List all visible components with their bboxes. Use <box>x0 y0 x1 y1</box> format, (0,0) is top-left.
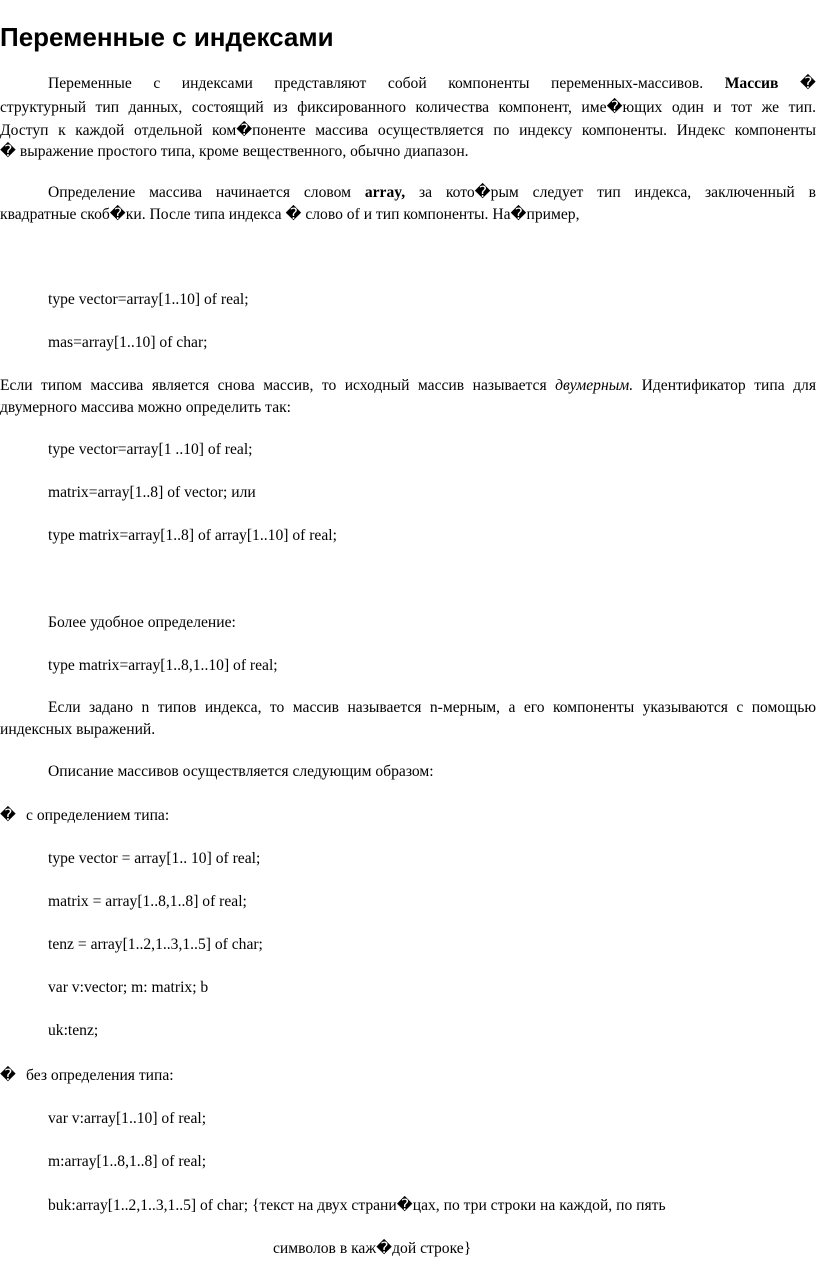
code-line: matrix=array[1..8] of vector; или <box>48 484 256 501</box>
p6-line: Описание массивов осуществляется следующим образом: <box>48 763 434 780</box>
p1-line-4: � выражение простого типа, кроме вещественного, обычно диапазон. <box>0 143 469 160</box>
code-line: type vector=array[1..10] of real; <box>48 291 249 308</box>
p5-line-1 <box>0 697 816 718</box>
p3-text-c: Идентификатор типа для <box>633 377 816 394</box>
code-comment-continuation: символов в каж�дой строке} <box>273 1240 472 1257</box>
bullet-item-with-type <box>0 805 169 826</box>
code-line: mas=array[1..10] of char; <box>48 334 208 351</box>
p2-text-a: Определение массива начинается словом <box>48 184 351 201</box>
p1-line-3: Доступ к каждой отдельной ком�поненте массива осуществляется по индексу компоненты. Индекс компоненты <box>0 122 816 139</box>
page-title: Переменные с индексами <box>0 22 334 52</box>
code-line: type matrix=array[1..8] of array[1..10] of real; <box>48 527 337 544</box>
p1-text-c: � <box>778 75 816 92</box>
code-line: m:array[1..8,1..8] of real; <box>48 1153 207 1170</box>
code-line: type matrix=array[1..8,1..10] of real; <box>48 657 278 674</box>
code-line: type vector = array[1.. 10] of real; <box>48 850 261 867</box>
code-line: tenz = array[1..2,1..3,1..5] of char; <box>48 936 263 953</box>
p1-line-1 <box>0 73 816 94</box>
p5-text: Если задано n типов индекса, то массив называется n-мерным, а его компоненты указываются с помощью <box>48 699 816 716</box>
p2-line-1 <box>0 182 816 203</box>
bullet-text: с определением типа: <box>26 807 170 824</box>
p4-line: Более удобное определение: <box>48 614 236 631</box>
p3-line-1 <box>0 375 816 396</box>
p3-term-dvumernym: двумерным. <box>555 377 634 394</box>
code-line: matrix = array[1..8,1..8] of real; <box>48 893 247 910</box>
bullet-item-without-type <box>0 1065 174 1086</box>
p1-term-massiv: Массив <box>724 75 779 92</box>
code-line: uk:tenz; <box>48 1022 99 1039</box>
code-line: type vector=array[1 ..10] of real; <box>48 441 253 458</box>
p2-text-c: за кото�рым следует тип индекса, заключенный в <box>418 184 816 201</box>
code-line: var v:vector; m: matrix; b <box>48 979 209 996</box>
p3-line-2: двумерного массива можно определить так: <box>0 399 292 416</box>
p3-text-a: Если типом массива является снова массив, то исходный массив называется <box>0 377 547 394</box>
bullet-text: без определения типа: <box>26 1067 174 1084</box>
p5-line-2: индексных выражений. <box>0 721 156 738</box>
p2-term-array: array, <box>364 184 406 201</box>
code-line: var v:array[1..10] of real; <box>48 1110 207 1127</box>
p2-line-2: квадратные скоб�ки. После типа индекса � слово of и тип компоненты. На�пример, <box>0 206 580 223</box>
p1-text-a: Переменные с индексами представляют собой компоненты переменных-массивов. <box>48 75 704 92</box>
code-line: buk:array[1..2,1..3,1..5] of char; {текст на двух страни�цах, по три строки на каждой, по пять <box>48 1197 666 1214</box>
bullet-mark: � <box>0 807 16 824</box>
bullet-mark: � <box>0 1067 16 1084</box>
p1-line-2: структурный тип данных, состоящий из фиксированного количества компонент, име�ющих один и тот же тип. <box>0 99 816 116</box>
